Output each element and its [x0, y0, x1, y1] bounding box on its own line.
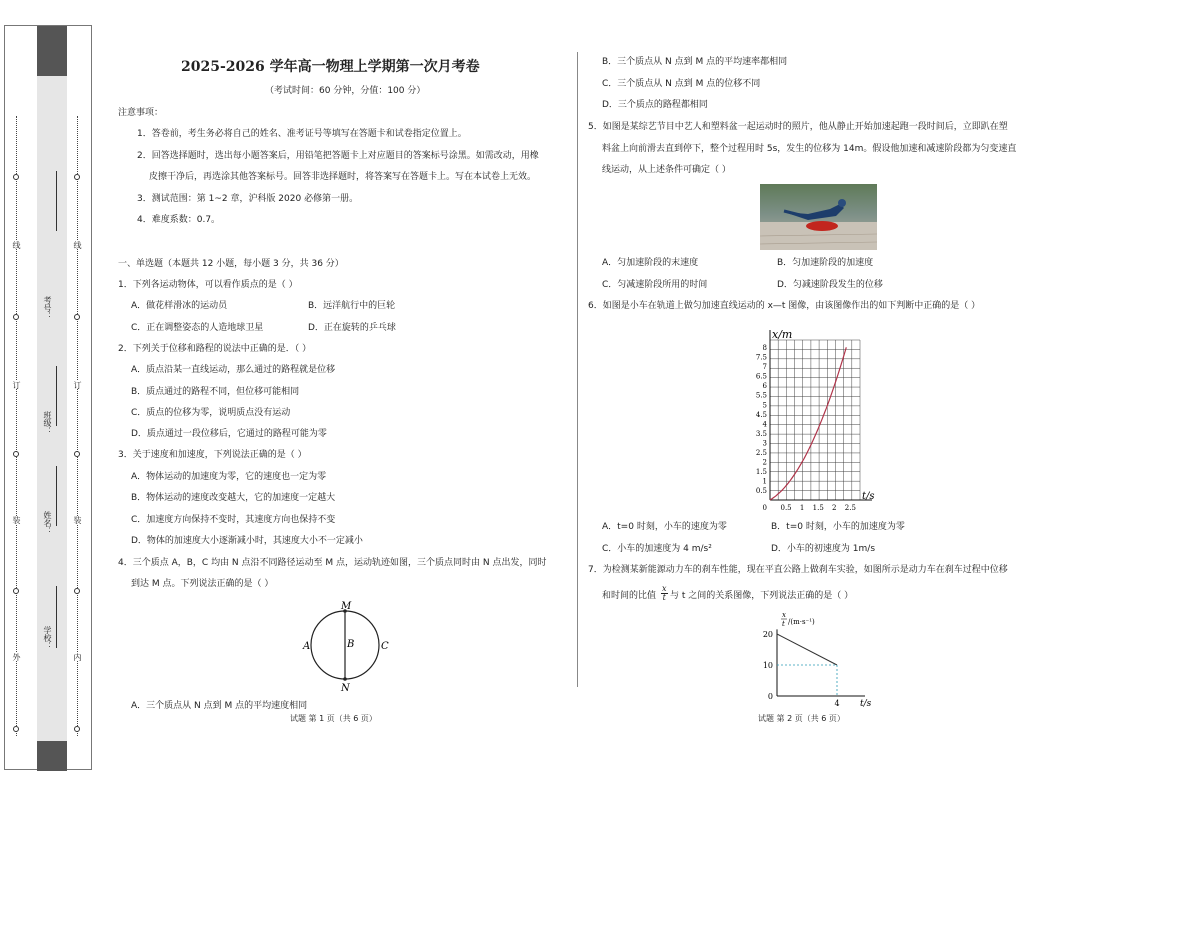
- q3-option-d: D．物体的加速度大小逐渐减小时，其速度大小不一定减小: [131, 536, 363, 546]
- q1-option-c: C．正在调整姿态的人造地球卫星: [131, 323, 264, 333]
- graph-grid: [770, 330, 872, 500]
- data-line: [777, 634, 837, 665]
- q1-option-d: D．正在旋转的乒乓球: [308, 323, 396, 333]
- q4-option-c: C．三个质点从 N 点到 M 点的位移不同: [602, 79, 761, 89]
- notice-title: 注意事项：: [118, 108, 164, 118]
- label-c: C: [381, 641, 389, 652]
- q6-option-a: A．t=0 时刻，小车的速度为零: [602, 522, 727, 532]
- name-underline[interactable]: [56, 466, 57, 526]
- question-6: 6．如图是小车在轨道上做匀加速直线运动的 x—t 图像，由该图像作出的如下判断中正确的是（ ）: [588, 301, 981, 311]
- fraction-x-over-t: x t: [662, 584, 667, 602]
- binding-margin: [4, 25, 92, 770]
- q5-option-d: D．匀减速阶段发生的位移: [777, 280, 883, 290]
- x-tick-label: 2: [832, 504, 837, 512]
- notice-item: 1．答卷前，考生务必将自己的姓名、准考证号等填写在答题卡和试卷指定位置上。: [137, 129, 467, 139]
- q4-option-d: D．三个质点的路程都相同: [602, 100, 708, 110]
- y-tick-label: 0.5: [755, 486, 767, 495]
- point-n: [343, 677, 347, 681]
- label-wai: 外: [12, 653, 21, 661]
- circle-marker: [74, 314, 80, 320]
- y-tick-label: 4.5: [755, 410, 767, 419]
- page-footer-left: 试题 第 1 页（共 6 页）: [290, 714, 377, 723]
- y-tick-label: 4: [762, 420, 767, 429]
- label-nei: 内: [73, 653, 82, 661]
- name-label: 姓名：: [43, 511, 52, 535]
- y-tick-label: 20: [762, 630, 773, 639]
- y-axis-label: x/m: [772, 328, 793, 341]
- question-7: 7．为检测某新能源动力车的刹车性能，现在平直公路上做刹车实验，如图所示是动力车在刹车过程中位移: [588, 565, 1008, 575]
- graph-axes: [777, 629, 865, 696]
- x-axis-label: t/s: [862, 491, 875, 502]
- outer-cut-line: [16, 116, 17, 736]
- x-tick-label: 4: [834, 699, 840, 708]
- class-underline[interactable]: [56, 366, 57, 426]
- xt-graph: [745, 322, 885, 518]
- q5-option-c: C．匀减速阶段所用的时间: [602, 280, 708, 290]
- y-frac-numerator: x: [782, 611, 786, 619]
- notice-item: 4．难度系数：0.7。: [137, 215, 221, 225]
- circle-marker: [13, 451, 19, 457]
- y-tick-label: 1: [762, 477, 767, 486]
- y-tick-label: 3.5: [755, 429, 767, 438]
- school-label: 学校：: [43, 626, 52, 650]
- circle-marker: [13, 588, 19, 594]
- x-tick-label: 1: [799, 504, 805, 512]
- q5-option-b: B．匀加速阶段的加速度: [777, 258, 874, 268]
- x-tick-label: 1.5: [812, 504, 824, 512]
- circle-marker: [74, 451, 80, 457]
- question-7-cont2: 与 t 之间的关系图像，下列说法正确的是（ ）: [670, 591, 854, 601]
- section-heading: 一、单选题（本题共 12 小题，每小题 3 分，共 36 分）: [118, 259, 344, 269]
- xt-ratio-graph: [760, 610, 880, 710]
- y-tick-label: 7.5: [755, 353, 767, 362]
- question-7-cont: 和时间的比值: [602, 591, 657, 601]
- q1-option-a: A．做花样滑冰的运动员: [131, 301, 228, 311]
- exam-number-label: 考号：: [43, 296, 52, 320]
- q2-option-c: C．质点的位移为零，说明质点没有运动: [131, 408, 291, 418]
- question-4-cont: 到达 M 点。下列说法正确的是（ ）: [131, 579, 274, 589]
- y-tick-label: 0: [767, 692, 773, 701]
- column-divider: [577, 52, 578, 687]
- page-footer-right: 试题 第 2 页（共 6 页）: [758, 714, 845, 723]
- question-5-cont: 料盆上向前滑去直到停下，整个过程用时 5s，发生的位移为 14m。假设他加速和减速阶段都为匀变速直: [602, 144, 1017, 154]
- circle-marker: [74, 174, 80, 180]
- exam-number-underline[interactable]: [56, 171, 57, 231]
- question-1: 1．下列各运动物体，可以看作质点的是（ ）: [118, 280, 298, 290]
- y-frac-denominator: t: [782, 620, 785, 628]
- notice-item: 皮擦干净后，再选涂其他答案标号。回答非选择题时，将答案写在答题卡上。写在本试卷上无效。: [149, 172, 537, 182]
- label-n: N: [341, 683, 350, 694]
- q2-option-d: D．质点通过一段位移后，它通过的路程可能为零: [131, 429, 327, 439]
- label-b: B: [347, 639, 355, 650]
- binding-bar-top: [37, 26, 67, 76]
- q3-option-c: C．加速度方向保持不变时，其速度方向也保持不变: [131, 515, 336, 525]
- y-axis-unit: /(m·s⁻¹): [788, 618, 815, 626]
- notice-item: 3．测试范围：第 1~2 章，沪科版 2020 必修第一册。: [137, 194, 359, 204]
- q3-option-a: A．物体运动的加速度为零，它的速度也一定为零: [131, 472, 327, 482]
- label-wai-ding: 订: [12, 381, 21, 389]
- x-tick-label: 2.5: [844, 504, 856, 512]
- q6-option-b: B．t=0 时刻，小车的加速度为零: [771, 522, 905, 532]
- x-tick-label: 0.5: [780, 504, 792, 512]
- q6-option-c: C．小车的加速度为 4 m/s²: [602, 544, 712, 554]
- q2-option-a: A．质点沿某一直线运动，那么通过的路程就是位移: [131, 365, 336, 375]
- q2-option-b: B．质点通过的路程不同，但位移可能相同: [131, 387, 300, 397]
- circle-marker: [74, 588, 80, 594]
- label-nei-xian: 线: [73, 241, 82, 249]
- y-tick-label: 7: [762, 363, 767, 372]
- x-axis-label: t/s: [860, 699, 872, 709]
- y-tick-label: 3: [762, 439, 767, 448]
- data-curve: [770, 347, 846, 500]
- y-tick-label: 2: [762, 458, 767, 467]
- binding-bar-bottom: [37, 741, 67, 771]
- y-tick-label: 5.5: [755, 391, 767, 400]
- question-4: 4．三个质点 A，B，C 均由 N 点沿不同路径运动至 M 点，运动轨迹如图，三个质点同时由 N 点出发，同时: [118, 558, 547, 568]
- exam-subtitle: （考试时间：60 分钟，分值：100 分）: [265, 86, 426, 96]
- page-title: 2025-2026 学年高一物理上学期第一次月考卷: [181, 59, 480, 75]
- q4-option-a: A．三个质点从 N 点到 M 点的平均速度相同: [131, 701, 308, 711]
- question-2: 2．下列关于位移和路程的说法中正确的是．（ ）: [118, 344, 312, 354]
- y-tick-label: 8: [762, 344, 767, 353]
- y-tick-label: 10: [762, 661, 773, 670]
- circle-marker: [74, 726, 80, 732]
- y-tick-label: 6.5: [755, 372, 767, 381]
- notice-item: 2．回答选择题时，选出每小题答案后，用铅笔把答题卡上对应题目的答案标号涂黑。如需改动，用橡: [137, 151, 539, 161]
- label-m: M: [341, 601, 352, 612]
- question-3: 3．关于速度和加速度，下列说法正确的是（ ）: [118, 450, 307, 460]
- inner-cut-line: [77, 116, 78, 736]
- circle-marker: [13, 174, 19, 180]
- binding-bar-middle: [37, 76, 67, 746]
- school-underline[interactable]: [56, 586, 57, 648]
- q1-option-b: B．远洋航行中的巨轮: [308, 301, 396, 311]
- y-tick-label: 2.5: [755, 448, 767, 457]
- class-label: 班级：: [43, 411, 52, 435]
- sled-photo: [760, 184, 877, 250]
- y-tick-label: 1.5: [755, 467, 767, 476]
- y-tick-label: 5: [762, 401, 767, 410]
- y-tick-label: 6: [762, 382, 767, 391]
- path-diagram: [295, 598, 395, 694]
- origin-label: 0: [762, 504, 767, 512]
- question-5: 5．如图是某综艺节目中艺人和塑料盆一起运动时的照片，他从静止开始加速起跑一段时间后，立即趴在塑: [588, 122, 1008, 132]
- label-nei-zhuang: 装: [73, 516, 82, 524]
- q4-option-b: B．三个质点从 N 点到 M 点的平均速率都相同: [602, 57, 788, 67]
- circle-marker: [13, 726, 19, 732]
- circle-marker: [13, 314, 19, 320]
- label-wai-xian: 线: [12, 241, 21, 249]
- q5-option-a: A．匀加速阶段的末速度: [602, 258, 699, 268]
- label-wai-zhuang: 装: [12, 516, 21, 524]
- question-5-cont2: 线运动，从上述条件可确定（ ）: [602, 165, 731, 175]
- q6-option-d: D．小车的初速度为 1m/s: [771, 544, 876, 554]
- q3-option-b: B．物体运动的速度改变越大，它的加速度一定越大: [131, 493, 336, 503]
- label-a: A: [303, 641, 311, 652]
- label-nei-ding: 订: [73, 381, 82, 389]
